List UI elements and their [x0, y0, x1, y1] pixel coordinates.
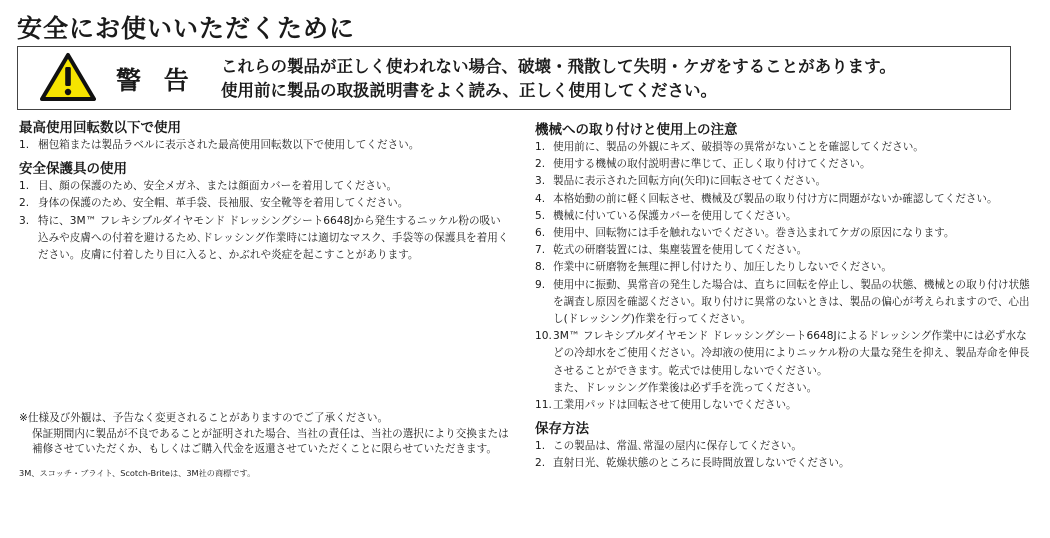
- list-item: 1. この製品は、常温､常湿の屋内に保存してください。: [535, 440, 802, 453]
- right-column: [535, 121, 1035, 473]
- section-heading-mounting-cautions: 機械への取り付けと使用上の注意: [535, 122, 738, 138]
- list-item: 3. 特に、3M™ フレキシブルダイヤモンド ドレッシングシート6648Jから発生するニッケル粉の吸い込みや皮膚への付着を避けるため､ドレッシング作業時には適切なマスク、手袋等の保護具を着用ください。皮膚に付着したり目に入ると、かぶれや炎症を起こすことがあります。: [19, 214, 509, 262]
- warning-triangle-icon: [40, 52, 96, 102]
- left-column: [19, 119, 509, 264]
- protective-gear-list: [19, 178, 509, 264]
- section-heading-storage: 保存方法: [535, 421, 589, 438]
- list-item: 2. 使用する機械の取付説明書に準じて、正しく取り付けてください。: [535, 158, 871, 171]
- list-item: 10. 3M™ フレキシブルダイヤモンド ドレッシングシート6648Jによるドレッシング作業中には必ず水などの冷却水をご使用ください。冷却液の使用によりニッケル粉の大量な発生を抑え、製品寿命を伸長させることができます。乾式では使用しないでください。: [535, 330, 1030, 377]
- storage-list: [535, 438, 1035, 472]
- notes-block: [19, 411, 509, 479]
- warning-label: 警 告: [116, 66, 196, 95]
- list-item: 2. 身体の保護のため、安全帽、革手袋、長袖服、安全靴等を着用してください。: [19, 197, 409, 210]
- warranty-note: 保証期間内に製品が不良であることが証明された場合、当社の責任は、当社の選択により交換または補修させていただくか、もしくはご購入代金を返還させていただくことに限らせていただきます。: [32, 427, 509, 456]
- section-heading-max-rpm: 最高使用回転数以下で使用: [19, 120, 181, 136]
- list-item: 8. 作業中に研磨物を無理に押し付けたり、加圧したりしないでください。: [535, 261, 892, 274]
- trademark-note: 3M、スコッチ・ブライト、Scotch-Briteは、3M社の商標です。: [19, 467, 256, 478]
- list-item: 1. 目、顔の保護のため、安全メガネ、または顔面カバーを着用してください。: [19, 180, 398, 193]
- list-item: 1. 梱包箱または製品ラベルに表示された最高使用回転数以下で使用してください。: [19, 139, 420, 151]
- warning-line-2: 使用前に製品の取扱説明書をよく読み、正しく使用してください。: [221, 81, 717, 100]
- list-item: 1. 使用前に、製品の外観にキズ、破損等の異常がないことを確認してください。: [535, 141, 924, 153]
- list-item: 3. 製品に表示された回転方向(矢印)に回転させてください。: [535, 175, 827, 188]
- max-rpm-list: [19, 137, 509, 154]
- spec-change-note: ※仕様及び外観は、予告なく変更されることがありますのでご了承ください。: [19, 412, 389, 424]
- warning-message: [221, 55, 896, 103]
- list-item: 11. 工業用パッドは回転させて使用しないでください。: [535, 399, 797, 412]
- warning-line-1: これらの製品が正しく使われない場合、破壊・飛散して失明・ケガをすることがあります。: [221, 57, 896, 76]
- warning-box: [17, 46, 1011, 110]
- list-item: 4. 本格始動の前に軽く回転させ、機械及び製品の取り付け方に問題がないか確認してください。: [535, 192, 998, 205]
- list-item: 2. 直射日光、乾燥状態のところに長時間放置しないでください。: [535, 457, 850, 470]
- list-item: 9. 使用中に振動、異常音の発生した場合は、直ちに回転を停止し、製品の状態、機械との取り付け状態を調査し原因を確認ください。取り付けに異常のないときは、製品の偏心が考えられますので、心出し(ドレッシング)作業を行ってください。: [535, 278, 1030, 326]
- list-item: 5. 機械に付いている保護カバーを使用してください。: [535, 209, 797, 222]
- list-item: また、ドレッシング作業後は必ず手を洗ってください。: [553, 381, 818, 394]
- list-item: 7. 乾式の研磨装置には、集塵装置を使用してください。: [535, 244, 808, 257]
- mounting-cautions-list: [535, 139, 1035, 414]
- list-item: 6. 使用中、回転物には手を触れないでください。巻き込まれてケガの原因になります。: [535, 227, 955, 240]
- page-title: 安全にお使いいただくために: [17, 14, 356, 43]
- section-heading-protective-gear: 安全保護具の使用: [19, 161, 127, 178]
